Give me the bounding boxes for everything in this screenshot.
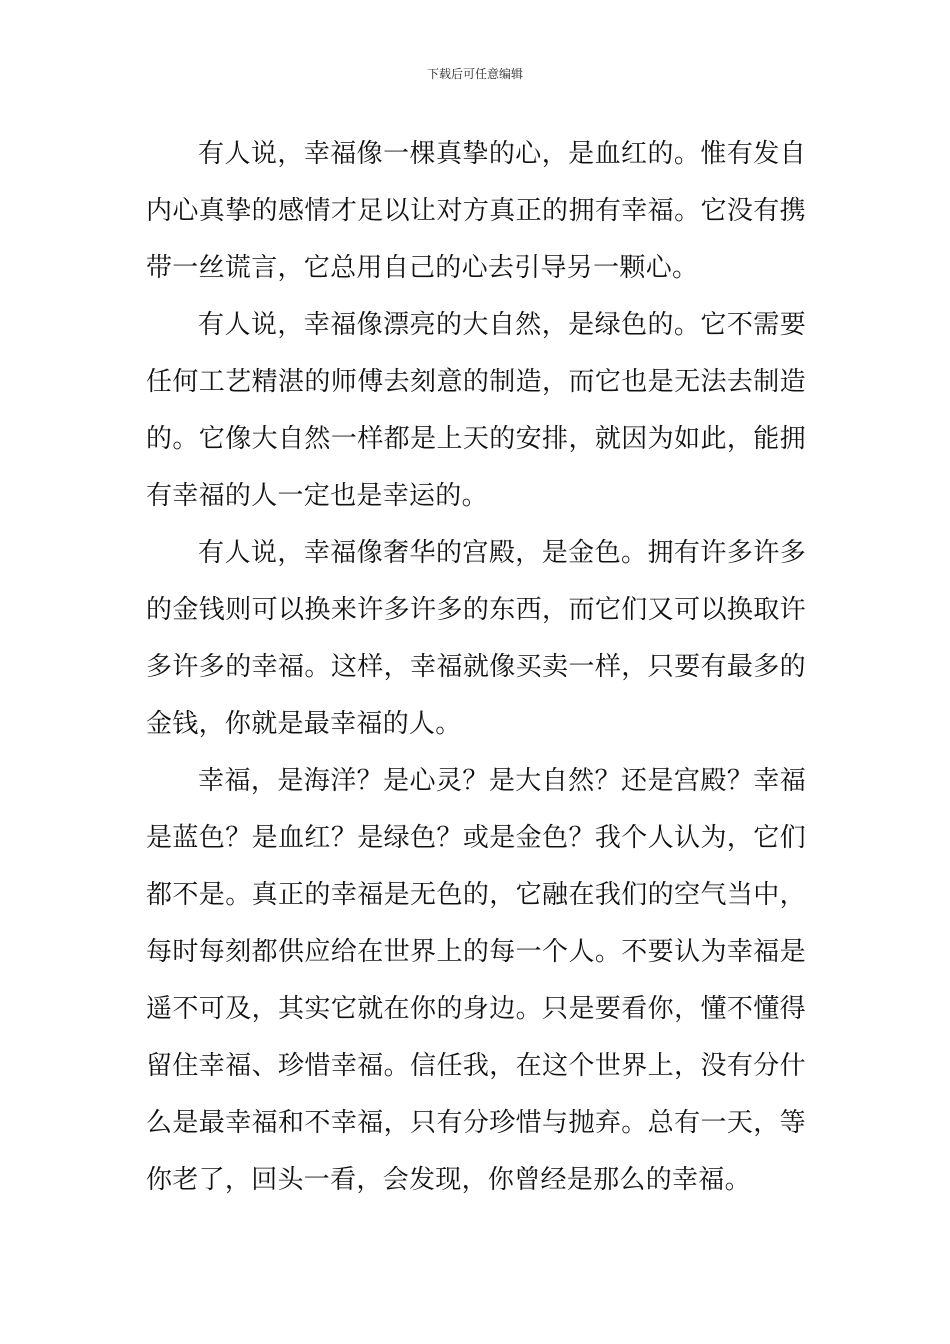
paragraph-4: 幸福，是海洋？是心灵？是大自然？还是宫殿？幸福是蓝色？是血红？是绿色？或是金色？我个人认为，它们都不是。真正的幸福是无色的，它融在我们的空气当中，每时每刻都供应给在世界上的每一个人。不要认为幸福是遥不可及，其实它就在你的身边。只是要看你，懂不懂得留住幸福、珍惜幸福。信任我，在这个世界上，没有分什么是最幸福和不幸福，只有分珍惜与抛弃。总有一天，等你老了，回头一看，会发现，你曾经是那么的幸福。 bbox=[146, 766, 806, 1195]
document-body bbox=[146, 126, 806, 1209]
page-header: 下载后可任意编辑 bbox=[426, 67, 523, 81]
paragraph-1: 有人说，幸福像一棵真挚的心，是血红的。惟有发自内心真挚的感情才足以让对方真正的拥有幸福。它没有携带一丝谎言，它总用自己的心去引导另一颗心。 bbox=[146, 139, 806, 283]
paragraph-3: 有人说，幸福像奢华的宫殿，是金色。拥有许多许多的金钱则可以换来许多许多的东西，而它们又可以换取许多许多的幸福。这样，幸福就像买卖一样，只要有最多的金钱，你就是最幸福的人。 bbox=[146, 538, 806, 739]
paragraph-2: 有人说，幸福像漂亮的大自然，是绿色的。它不需要任何工艺精湛的师傅去刻意的制造，而它也是无法去制造的。它像大自然一样都是上天的安排，就因为如此，能拥有幸福的人一定也是幸运的。 bbox=[146, 310, 806, 511]
